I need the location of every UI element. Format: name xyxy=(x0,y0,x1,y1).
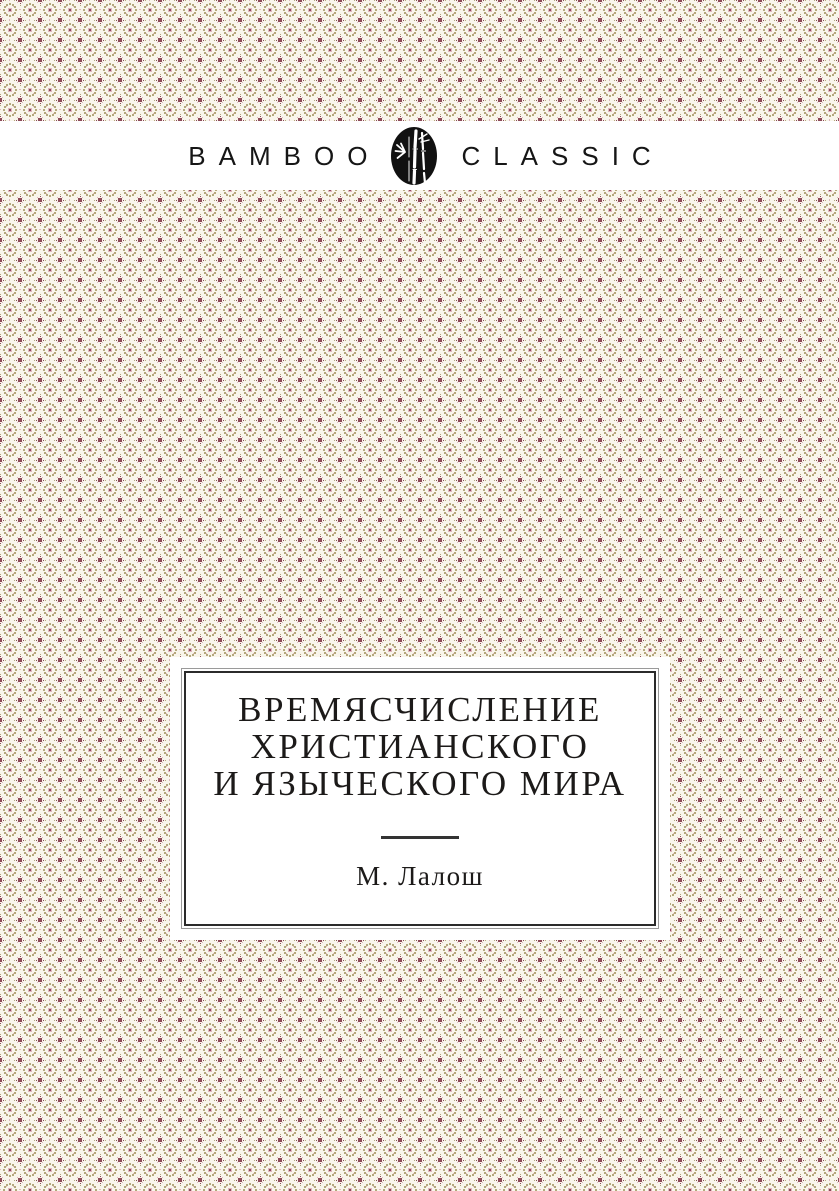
brand-left-text: BAMBOO xyxy=(188,141,381,171)
brand-right-text: CLASSIC xyxy=(461,141,664,171)
title-line-3: И ЯЗЫЧЕСКОГО МИРА xyxy=(213,764,627,803)
title-box xyxy=(170,657,670,940)
title-divider xyxy=(381,836,459,839)
author-name: М. Лалош xyxy=(356,861,484,891)
title-frame xyxy=(184,671,656,926)
title-line-2: ХРИСТИАНСКОГО xyxy=(250,727,590,766)
brand-band xyxy=(0,121,839,190)
title-line-1: ВРЕМЯСЧИСЛЕНИЕ xyxy=(238,690,602,729)
bamboo-logo-icon xyxy=(391,127,437,185)
